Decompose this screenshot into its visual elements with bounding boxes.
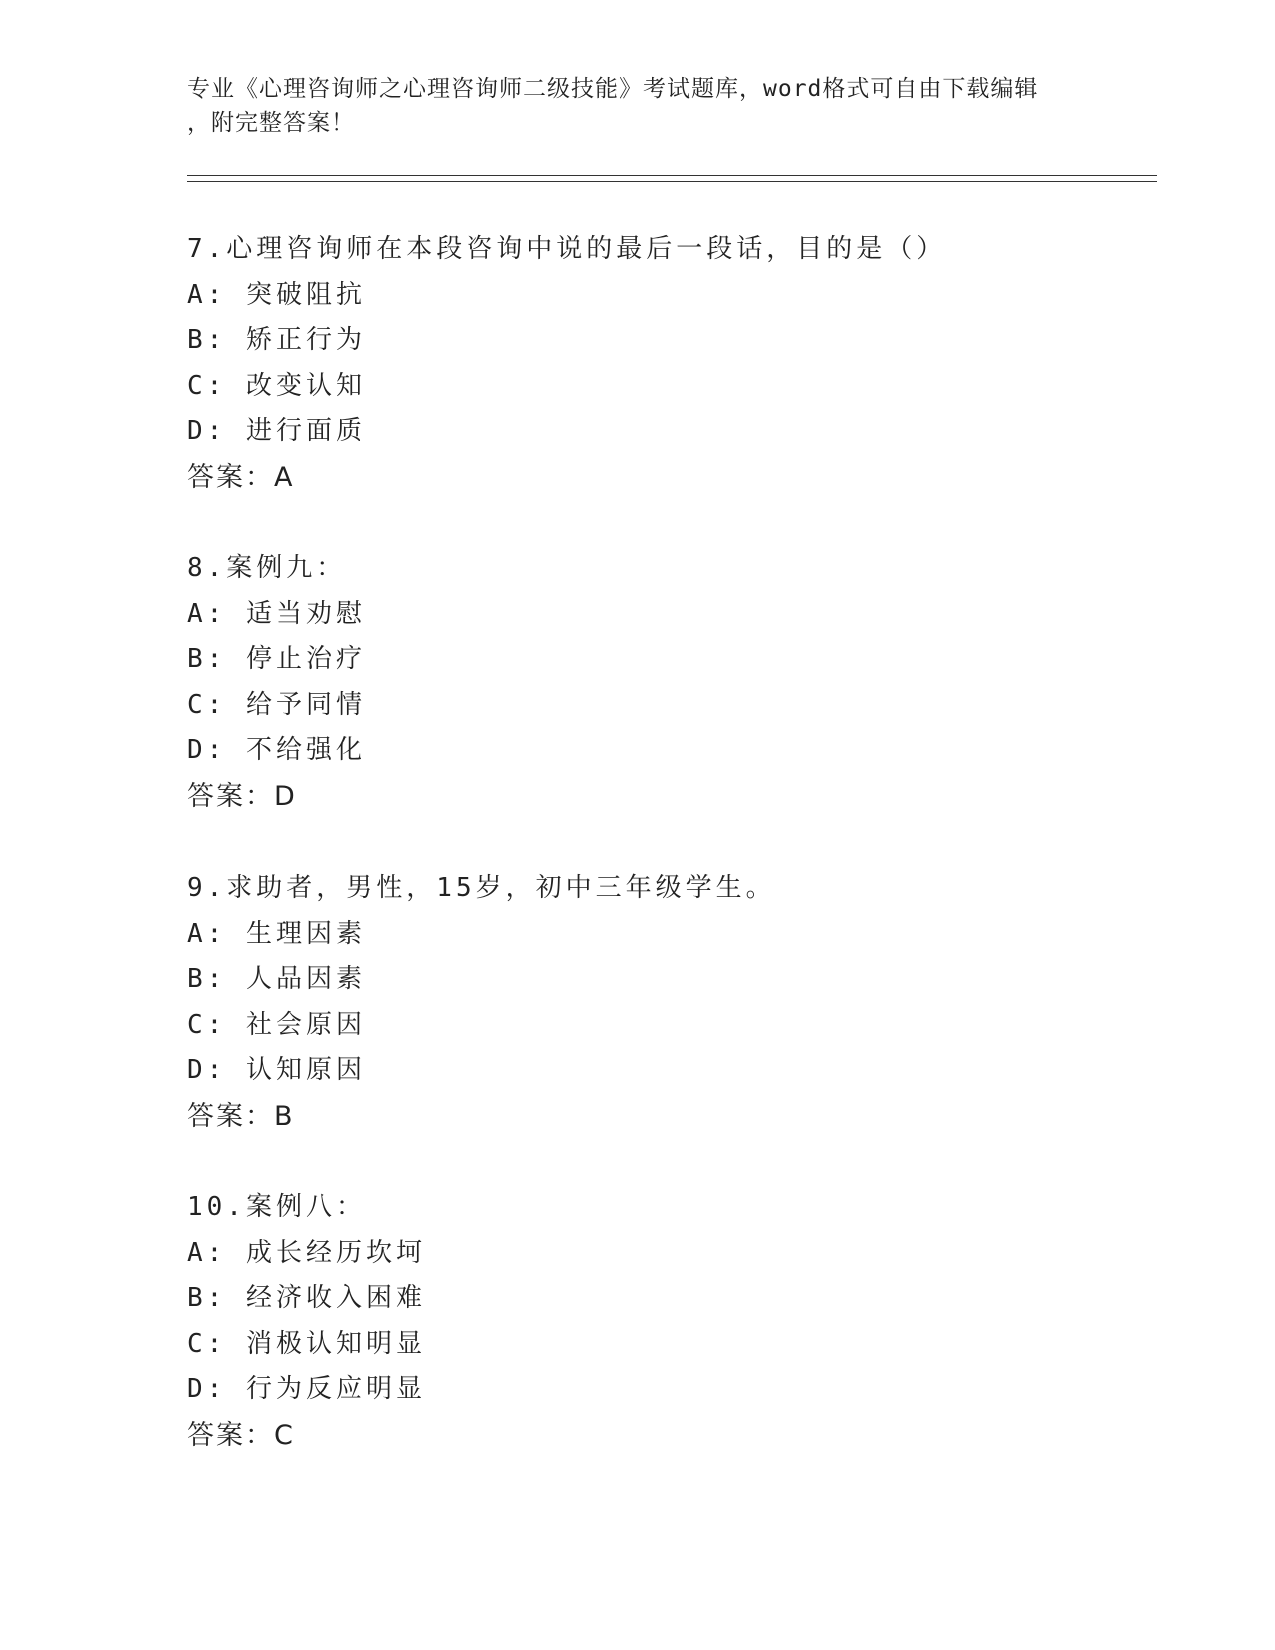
answer: 答案：D	[187, 780, 297, 812]
option-b: B: 矫正行为	[187, 325, 366, 355]
answer: 答案：A	[187, 461, 295, 493]
option-a: A: 适当劝慰	[187, 598, 366, 629]
option-d: D: 认知原因	[187, 1055, 366, 1085]
question-10	[187, 1185, 1087, 1459]
question-7	[187, 227, 1087, 501]
header-divider-top	[187, 175, 1157, 176]
question-title: 8.案例九：	[187, 553, 347, 583]
option-a: A: 成长经历坎坷	[187, 1237, 426, 1268]
option-c: C: 给予同情	[187, 689, 366, 720]
answer: 答案：B	[187, 1100, 295, 1132]
option-c: C: 社会原因	[187, 1009, 366, 1040]
option-a: A: 突破阻抗	[187, 279, 366, 310]
answer: 答案：C	[187, 1419, 295, 1451]
header-line-1: 专业《心理咨询师之心理咨询师二级技能》考试题库，word格式可自由下载编辑	[187, 76, 1039, 102]
header-line-2: ，附完整答案！	[187, 110, 355, 136]
question-title: 10.案例八：	[187, 1192, 366, 1222]
option-c: C: 消极认知明显	[187, 1328, 426, 1359]
option-c: C: 改变认知	[187, 370, 366, 401]
option-b: B: 停止治疗	[187, 644, 366, 674]
question-title: 7.心理咨询师在本段咨询中说的最后一段话，目的是（）	[187, 234, 947, 264]
question-title: 9.求助者，男性，15岁，初中三年级学生。	[187, 873, 776, 903]
option-d: D: 进行面质	[187, 416, 366, 446]
document-header	[187, 72, 1067, 140]
header-divider-bottom	[187, 181, 1157, 182]
option-d: D: 不给强化	[187, 735, 366, 765]
option-b: B: 经济收入困难	[187, 1283, 426, 1313]
option-d: D: 行为反应明显	[187, 1374, 426, 1404]
option-b: B: 人品因素	[187, 964, 366, 994]
option-a: A: 生理因素	[187, 918, 366, 949]
question-8	[187, 546, 1087, 820]
question-9	[187, 866, 1087, 1140]
